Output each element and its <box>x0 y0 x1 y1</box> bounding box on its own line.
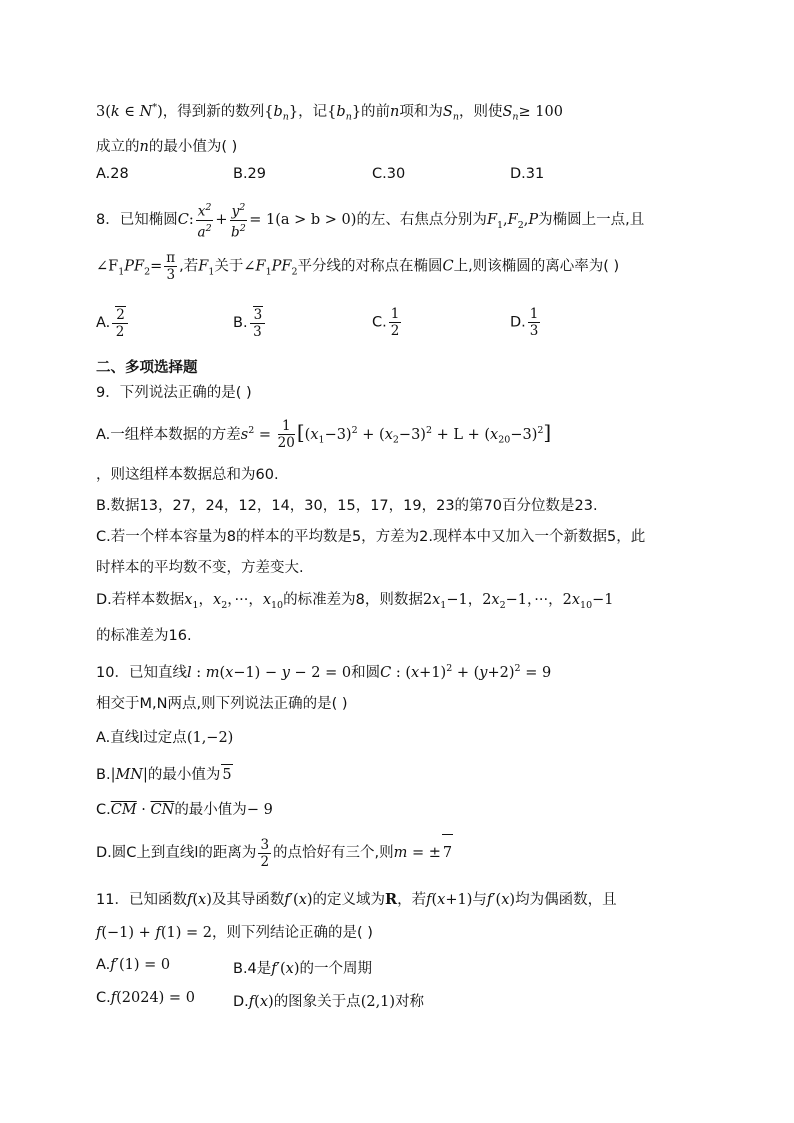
q11-option-b: B.4是f′(x)的一个周期 <box>233 961 372 977</box>
q9-option-a-tail: ，则这组样本数据总和为60. <box>96 467 279 483</box>
q8-option-b: B. $\frac{3}{3}$ <box>233 306 267 340</box>
q9-stem: 9．下列说法正确的是( ) <box>96 385 252 401</box>
q7-line1: 3(k ∈ N*)，得到新的数列$\{b_n\}$，记$\{b_n\}$的前n项和为$S_n$，则使$S_n\ge 100$ <box>96 102 563 123</box>
q11-option-a: A.f′(1) = 0 <box>96 957 171 973</box>
q11-stem: 11．已知函数f(x)及其导函数f′(x)的定义域为R，若f(x+1)与f′(x)均为偶函数，且 <box>96 891 617 908</box>
q7-option-b: B.29 <box>233 166 267 182</box>
q10-option-c: $C.\overline{CM} \cdot \overline{CN}$的最小值为− 9 <box>96 802 273 818</box>
q10-stem: 10．已知直线l : m(x−1) − y − 2 = 0和圆C : $(x+1)^2 + (y+2)^2 = 9$ <box>96 663 552 681</box>
q8-option-a: A. $\frac{2}{2}$ <box>96 306 130 340</box>
q8-option-d: D. $\frac{1}{3}$ <box>510 306 539 339</box>
q9-option-d-tail: 的标准差为16. <box>96 628 192 644</box>
q10-option-b: B.|MN|的最小值为 5 <box>96 764 233 785</box>
q9-option-c-line1: C.若一个样本容量为8的样本的平均数是5，方差为2.现样本中又加入一个新数据5，此 <box>96 529 646 545</box>
q10-option-d: D.圆C上到直线l的距离为 $\frac{3}{2}$ 的点恰好有三个,则m = ± 7 <box>96 834 453 871</box>
q7-option-c: C.30 <box>372 166 406 182</box>
q9-option-a: A.一组样本数据的方差$s^2$ = $\frac{1}{20}$ $[(x_1-3)^2 + (x_2-3)^2 + L + (x_{20}-3)^2]$ <box>96 418 552 452</box>
q9-option-d: D.若样本数据$x_1$，$x_2$，···，$x_{10}$的标准差为8，则数据$2x_1-1$，$2x_2-1$，···，$2x_{10}-1$ <box>96 592 614 611</box>
q8-stem: 8．已知椭圆C: $\frac{x^2}{a^2}$ + $\frac{y^2}{b^2}$ = 1(a > b > 0)的左、右焦点分别为$F_1,F_2,P$为椭圆上一点,且 <box>96 202 645 240</box>
q11-option-c: C.f(2024) = 0 <box>96 990 195 1006</box>
q7-option-d: D.31 <box>510 166 545 182</box>
q9-option-b: B.数据13，27，24，12，14，30，15，17，19，23的第70百分位数是23. <box>96 498 598 514</box>
q7-line2: 成立的n的最小值为( ) <box>96 139 238 155</box>
q10-stem-line2: 相交于M,N两点,则下列说法正确的是( ) <box>96 696 348 712</box>
q7-option-a: A.28 <box>96 166 129 182</box>
q9-option-c-line2: 时样本的平均数不变，方差变大. <box>96 560 304 576</box>
q8-line2: $\angle F_1PF_2=$ $\frac{\pi}{3}$ ,若$F_1$关于$\angle F_1PF_2$平分线的对称点在椭圆C上,则该椭圆的离心率为( ) <box>96 250 620 283</box>
q10-option-a: A.直线l过定点(1,−2) <box>96 730 234 746</box>
q11-option-d: D.f(x)的图象关于点(2,1)对称 <box>233 994 425 1010</box>
section-heading: 二、多项选择题 <box>96 360 198 376</box>
q11-stem-line2: f(−1) + f(1) = 2，则下列结论正确的是( ) <box>96 925 373 941</box>
q8-option-c: C. $\frac{1}{2}$ <box>372 306 400 339</box>
